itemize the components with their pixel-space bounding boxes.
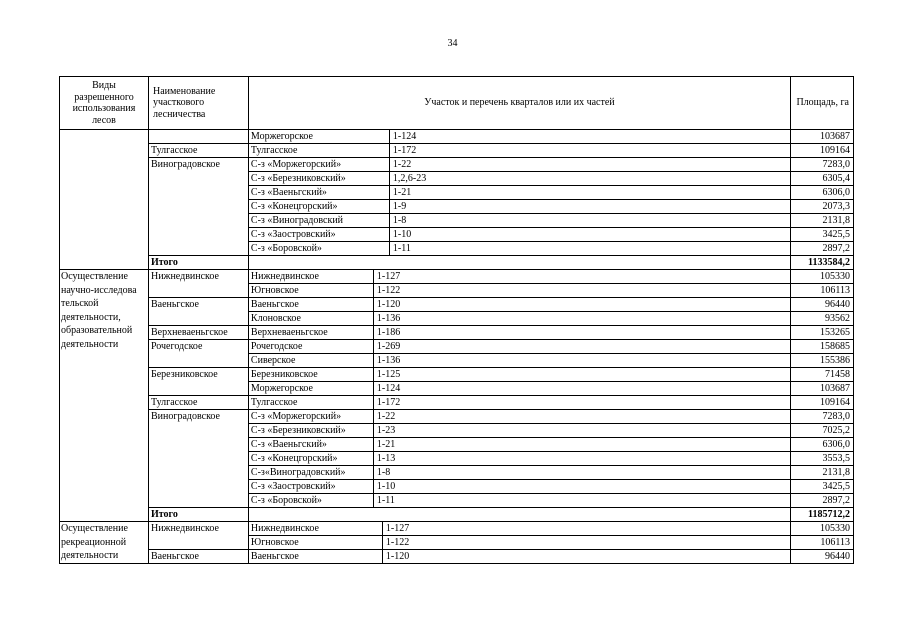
quarter-range: 1-8 [373,466,390,479]
plot-name: С-з «Березниковский» [250,173,346,184]
use-type-cell: Осуществление научно-исследова тельской деятельности, образовательной деятельности [60,270,149,522]
plot-quarters-cell [248,172,790,186]
forestry-cell [148,536,248,550]
total-row [60,508,854,522]
area-cell: 103687 [791,130,854,144]
forest-use-table [59,76,854,564]
area-cell: 96440 [791,550,854,564]
quarter-range: 1-8 [389,214,406,227]
quarter-range: 1-122 [382,536,409,549]
table-row [60,480,854,494]
area-cell: 2131,8 [791,466,854,480]
quarter-range: 1-124 [389,130,416,143]
document-table-container [59,76,854,564]
plot-quarters-cell [248,438,790,452]
quarter-range: 1-120 [373,298,400,311]
forestry-cell: Ваеньгское [148,550,248,564]
forestry-cell [148,466,248,480]
plot-quarters-cell [248,284,790,298]
plot-name: С-з «Березниковский» [250,425,346,436]
plot-name: Нижнедвинское [250,523,319,534]
plot-name: Клоновское [250,313,301,324]
header-use-type: Виды разрешенного использования лесов [60,77,149,130]
plot-name: С-з «Заостровский» [250,229,336,240]
area-cell: 155386 [791,354,854,368]
area-cell: 2897,2 [791,494,854,508]
quarter-range: 1-9 [389,200,406,213]
table-row [60,410,854,424]
area-cell: 71458 [791,368,854,382]
plot-name: С-з«Виноградовский» [250,467,346,478]
plot-quarters-cell [248,158,790,172]
table-row [60,550,854,564]
table-row [60,438,854,452]
table-row [60,270,854,284]
quarter-range: 1-22 [389,158,411,171]
forestry-cell [148,312,248,326]
plot-name: Югновское [250,285,299,296]
quarter-range: 1-172 [373,396,400,409]
table-row [60,284,854,298]
forestry-cell: Тулгасское [148,144,248,158]
forestry-cell [148,494,248,508]
quarter-range: 1-10 [389,228,411,241]
plot-name: С-з «Боровской» [250,243,322,254]
quarter-range: 1,2,6-23 [389,172,426,185]
area-cell: 7025,2 [791,424,854,438]
area-cell: 106113 [791,536,854,550]
quarter-range: 1-22 [373,410,395,423]
plot-name: С-з «Виноградовский [250,215,344,226]
area-cell: 3553,5 [791,452,854,466]
plot-name: С-з «Боровской» [250,495,322,506]
plot-quarters-cell [248,144,790,158]
table-row [60,396,854,410]
plot-quarters-cell [248,186,790,200]
table-row [60,326,854,340]
table-row [60,424,854,438]
plot-name: С-з «Конецгорский» [250,453,338,464]
table-row [60,536,854,550]
area-cell: 6305,4 [791,172,854,186]
forestry-cell [148,424,248,438]
area-cell: 96440 [791,298,854,312]
header-area: Площадь, га [791,77,854,130]
plot-quarters-cell [248,326,790,340]
quarter-range: 1-124 [373,382,400,395]
quarter-range: 1-172 [389,144,416,157]
forestry-cell [148,214,248,228]
plot-name: С-з «Моржегорский» [250,411,342,422]
forestry-cell: Рочегодское [148,340,248,354]
forestry-cell [148,382,248,396]
area-cell: 109164 [791,396,854,410]
table-row [60,354,854,368]
plot-quarters-cell [248,228,790,242]
table-row [60,130,854,144]
table-row [60,340,854,354]
plot-quarters-cell [248,298,790,312]
plot-quarters-cell [248,480,790,494]
plot-name: С-з «Ваеньгский» [250,439,327,450]
forestry-cell [148,186,248,200]
plot-quarters-cell [248,270,790,284]
area-cell: 2897,2 [791,242,854,256]
quarter-range: 1-186 [373,326,400,339]
area-cell: 7283,0 [791,410,854,424]
total-label: Итого [148,508,248,522]
table-row [60,144,854,158]
total-area: 1185712,2 [791,508,854,522]
quarter-range: 1-11 [373,494,395,507]
area-cell: 6306,0 [791,186,854,200]
plot-quarters-cell [248,354,790,368]
plot-name: Нижнедвинское [250,271,319,282]
forestry-cell: Тулгасское [148,396,248,410]
plot-name: Моржегорское [250,131,313,142]
forestry-cell: Нижнедвинское [148,270,248,284]
forestry-cell: Виноградовское [148,158,248,172]
use-type-cell [60,130,149,270]
plot-name: Югновское [250,537,299,548]
plot-name: Тулгасское [250,397,298,408]
quarter-range: 1-127 [373,270,400,283]
plot-quarters-cell [248,242,790,256]
area-cell: 93562 [791,312,854,326]
forestry-cell: Ваеньгское [148,298,248,312]
quarter-range: 1-11 [389,242,411,255]
forestry-cell [148,228,248,242]
plot-quarters-cell [248,410,790,424]
total-spacer [248,256,790,270]
plot-quarters-cell [248,494,790,508]
area-cell: 3425,5 [791,228,854,242]
quarter-range: 1-13 [373,452,395,465]
table-row [60,172,854,186]
quarter-range: 1-120 [382,550,409,563]
header-forestry: Наименование участкового лесничества [148,77,248,130]
total-label: Итого [148,256,248,270]
table-row [60,186,854,200]
area-cell: 158685 [791,340,854,354]
plot-quarters-cell [248,424,790,438]
area-cell: 105330 [791,522,854,536]
plot-name: Березниковское [250,369,318,380]
quarter-range: 1-122 [373,284,400,297]
table-row [60,494,854,508]
quarter-range: 1-269 [373,340,400,353]
plot-name: С-з «Моржегорский» [250,159,342,170]
quarter-range: 1-21 [389,186,411,199]
forestry-cell [148,172,248,186]
area-cell: 3425,5 [791,480,854,494]
plot-name: Моржегорское [250,383,313,394]
forestry-cell: Верхневаеньгское [148,326,248,340]
plot-quarters-cell [248,382,790,396]
plot-quarters-cell [248,536,790,550]
area-cell: 103687 [791,382,854,396]
plot-quarters-cell [248,214,790,228]
plot-name: С-з «Конецгорский» [250,201,338,212]
plot-name: Ваеньгское [250,551,299,562]
plot-quarters-cell [248,340,790,354]
use-type-cell: Осуществление рекреационной деятельности [60,522,149,564]
forestry-cell [148,130,248,144]
quarter-range: 1-136 [373,354,400,367]
plot-quarters-cell [248,200,790,214]
forestry-cell [148,438,248,452]
forestry-cell [148,242,248,256]
table-row [60,298,854,312]
plot-name: С-з «Ваеньгский» [250,187,327,198]
forestry-cell [148,200,248,214]
forestry-cell [148,480,248,494]
plot-quarters-cell [248,522,790,536]
quarter-range: 1-10 [373,480,395,493]
total-row [60,256,854,270]
total-spacer [248,508,790,522]
table-row [60,382,854,396]
forestry-cell [148,354,248,368]
table-row [60,214,854,228]
plot-name: С-з «Заостровский» [250,481,336,492]
header-plot-quarters: Участок и перечень кварталов или их частей [248,77,790,130]
plot-name: Верхневаеньгское [250,327,328,338]
plot-quarters-cell [248,312,790,326]
plot-quarters-cell [248,396,790,410]
plot-name: Ваеньгское [250,299,299,310]
area-cell: 105330 [791,270,854,284]
area-cell: 153265 [791,326,854,340]
plot-quarters-cell [248,368,790,382]
table-row [60,452,854,466]
table-row [60,312,854,326]
quarter-range: 1-23 [373,424,395,437]
plot-quarters-cell [248,130,790,144]
forestry-cell [148,284,248,298]
forestry-cell: Виноградовское [148,410,248,424]
quarter-range: 1-21 [373,438,395,451]
area-cell: 2073,3 [791,200,854,214]
plot-quarters-cell [248,550,790,564]
area-cell: 6306,0 [791,438,854,452]
plot-quarters-cell [248,452,790,466]
quarter-range: 1-125 [373,368,400,381]
plot-name: Сиверское [250,355,296,366]
table-row [60,228,854,242]
table-row [60,158,854,172]
table-header-row [60,77,854,130]
table-row [60,242,854,256]
table-row [60,368,854,382]
plot-quarters-cell [248,466,790,480]
page-number: 34 [447,38,458,49]
forestry-cell [148,452,248,466]
plot-name: Рочегодское [250,341,303,352]
quarter-range: 1-127 [382,522,409,535]
total-area: 1133584,2 [791,256,854,270]
area-cell: 109164 [791,144,854,158]
area-cell: 7283,0 [791,158,854,172]
area-cell: 2131,8 [791,214,854,228]
table-row [60,200,854,214]
table-row [60,522,854,536]
plot-name: Тулгасское [250,145,298,156]
quarter-range: 1-136 [373,312,400,325]
forestry-cell: Березниковское [148,368,248,382]
table-row [60,466,854,480]
area-cell: 106113 [791,284,854,298]
forestry-cell: Нижнедвинское [148,522,248,536]
